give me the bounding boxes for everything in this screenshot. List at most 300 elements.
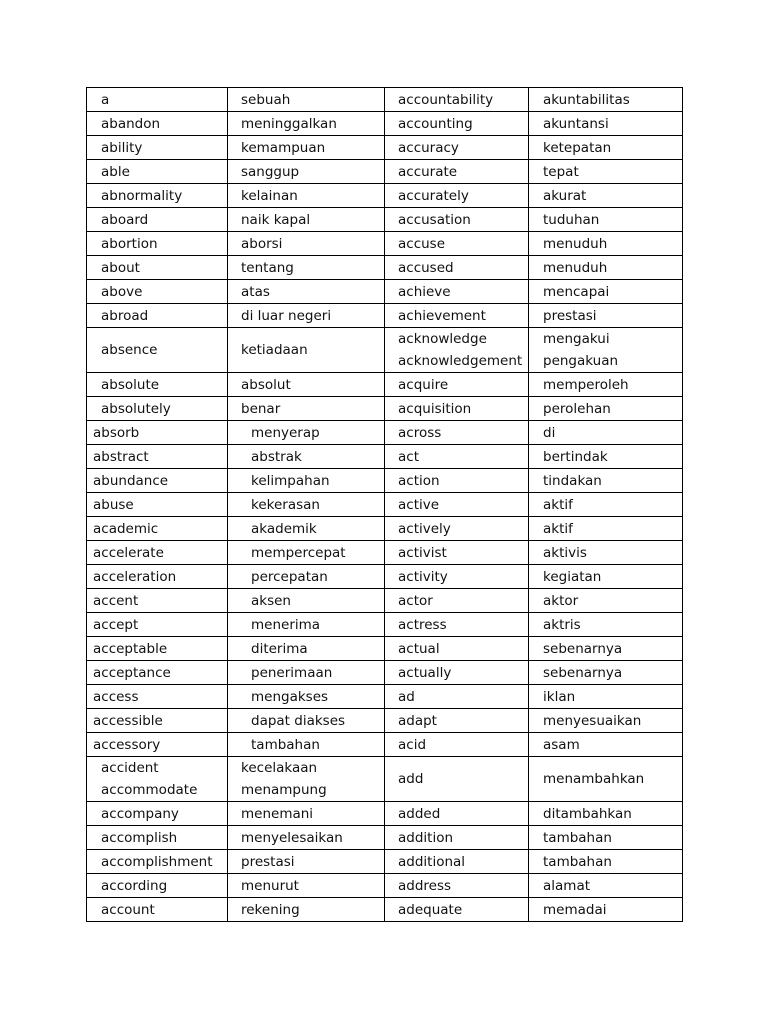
cell-text: mengakses [251, 688, 329, 705]
cell-text: abnormality [101, 187, 183, 204]
indonesian-word-cell [228, 304, 385, 328]
indonesian-word-cell [228, 88, 385, 112]
table-row [87, 898, 683, 922]
table-row [87, 733, 683, 757]
cell-text: across [398, 424, 442, 441]
indonesian-word-cell [529, 280, 683, 304]
table-row [87, 208, 683, 232]
table-row [87, 541, 683, 565]
indonesian-word-cell [529, 517, 683, 541]
english-word-cell [87, 328, 228, 373]
cell-text: able [101, 163, 130, 180]
english-word-cell [87, 208, 228, 232]
cell-text: benar [241, 400, 281, 417]
cell-text: actor [398, 592, 433, 609]
english-word-cell [385, 541, 529, 565]
cell-text: penerimaan [251, 664, 333, 681]
cell-text: menambahkan [543, 771, 645, 787]
cell-text: act [398, 448, 419, 465]
indonesian-word-cell [228, 613, 385, 637]
english-word-cell [87, 304, 228, 328]
english-word-cell [87, 541, 228, 565]
english-word-cell [87, 826, 228, 850]
indonesian-word-cell [529, 328, 683, 373]
cell-text: accuracy [398, 139, 459, 156]
cell-text: additional [398, 853, 466, 870]
table-row [87, 709, 683, 733]
indonesian-word-cell [529, 493, 683, 517]
table-row [87, 136, 683, 160]
cell-text: abstrak [251, 448, 302, 465]
cell-text: aborsi [241, 235, 283, 252]
cell-text: accelerate [93, 544, 164, 561]
indonesian-word-cell [228, 661, 385, 685]
cell-text: menyerap [251, 424, 320, 441]
indonesian-word-cell [529, 637, 683, 661]
english-word-cell [87, 373, 228, 397]
cell-text: asam [543, 736, 580, 753]
english-word-cell [385, 304, 529, 328]
english-word-cell [87, 613, 228, 637]
cell-text: accessible [93, 712, 163, 729]
cell-text: aboard [101, 211, 149, 228]
english-word-cell [385, 874, 529, 898]
english-word-cell [87, 445, 228, 469]
cell-text: ditambahkan [543, 805, 632, 822]
cell-text: sebuah [241, 91, 291, 108]
cell-text: absorb [93, 424, 140, 441]
english-word-cell [87, 184, 228, 208]
english-word-cell [385, 565, 529, 589]
english-word-cell [87, 232, 228, 256]
cell-text: menyesuaikan [543, 712, 642, 729]
cell-text: about [101, 259, 140, 276]
table-row [87, 850, 683, 874]
cell-text: absolut [241, 376, 291, 393]
cell-text: acceptance [93, 664, 171, 681]
cell-text: mempercepat [251, 544, 346, 561]
indonesian-word-cell [529, 421, 683, 445]
table-row [87, 613, 683, 637]
cell-text: pengakuan [543, 353, 619, 369]
table-row [87, 160, 683, 184]
cell-text: above [101, 283, 143, 300]
cell-text: adapt [398, 712, 437, 729]
cell-text: prestasi [241, 853, 295, 870]
table-row [87, 112, 683, 136]
cell-text: menemani [241, 805, 314, 822]
english-word-cell [385, 88, 529, 112]
english-word-cell [385, 613, 529, 637]
cell-text: tambahan [543, 853, 612, 870]
english-word-cell [385, 208, 529, 232]
english-word-cell [385, 136, 529, 160]
table-row [87, 469, 683, 493]
table-row [87, 589, 683, 613]
cell-text: aksen [251, 592, 291, 609]
english-word-cell [385, 280, 529, 304]
indonesian-word-cell [529, 685, 683, 709]
cell-text: tindakan [543, 472, 602, 489]
indonesian-word-cell [529, 232, 683, 256]
table-row [87, 445, 683, 469]
cell-text: accent [93, 592, 139, 609]
cell-text: accident [101, 760, 159, 776]
cell-text: ad [398, 688, 415, 705]
cell-text: abuse [93, 496, 134, 513]
cell-text: actress [398, 616, 447, 633]
english-word-cell [385, 757, 529, 802]
english-word-cell [87, 280, 228, 304]
cell-text: accurate [398, 163, 458, 180]
cell-text: percepatan [251, 568, 328, 585]
table-row [87, 874, 683, 898]
cell-text: kegiatan [543, 568, 602, 585]
cell-text: a [101, 91, 110, 108]
english-word-cell [87, 709, 228, 733]
cell-text: diterima [251, 640, 308, 657]
indonesian-word-cell [529, 613, 683, 637]
cell-text: accommodate [101, 782, 198, 798]
cell-text: tambahan [251, 736, 320, 753]
english-word-cell [385, 826, 529, 850]
indonesian-word-cell [228, 421, 385, 445]
indonesian-word-cell [228, 208, 385, 232]
cell-text: achievement [398, 307, 486, 324]
english-word-cell [385, 232, 529, 256]
english-word-cell [87, 397, 228, 421]
indonesian-word-cell [529, 898, 683, 922]
indonesian-word-cell [228, 469, 385, 493]
cell-text: acquisition [398, 400, 472, 417]
indonesian-word-cell [529, 373, 683, 397]
cell-text: iklan [543, 688, 576, 705]
english-word-cell [385, 469, 529, 493]
cell-text: ketiadaan [241, 342, 308, 358]
cell-text: acid [398, 736, 427, 753]
table-row [87, 88, 683, 112]
indonesian-word-cell [529, 709, 683, 733]
table-row [87, 373, 683, 397]
english-word-cell [87, 685, 228, 709]
english-word-cell [87, 517, 228, 541]
english-word-cell [385, 517, 529, 541]
indonesian-word-cell [228, 589, 385, 613]
indonesian-word-cell [228, 445, 385, 469]
indonesian-word-cell [529, 850, 683, 874]
cell-text: absolute [101, 376, 160, 393]
cell-text: accessory [93, 736, 161, 753]
english-word-cell [385, 709, 529, 733]
english-word-cell [385, 445, 529, 469]
english-word-cell [385, 112, 529, 136]
cell-text: absolutely [101, 400, 171, 417]
cell-text: actually [398, 664, 452, 681]
table-row [87, 280, 683, 304]
cell-text: perolehan [543, 400, 611, 417]
indonesian-word-cell [228, 373, 385, 397]
cell-text: acceptable [93, 640, 168, 657]
english-word-cell [385, 160, 529, 184]
cell-text: academic [93, 520, 159, 537]
english-word-cell [87, 136, 228, 160]
indonesian-word-cell [228, 280, 385, 304]
indonesian-word-cell [529, 88, 683, 112]
indonesian-word-cell [529, 469, 683, 493]
indonesian-word-cell [228, 850, 385, 874]
cell-text: alamat [543, 877, 591, 894]
indonesian-word-cell [529, 826, 683, 850]
cell-text: mencapai [543, 283, 610, 300]
cell-text: acceleration [93, 568, 177, 585]
cell-text: addition [398, 829, 454, 846]
cell-text: aktif [543, 520, 573, 537]
cell-text: atas [241, 283, 270, 300]
indonesian-word-cell [529, 256, 683, 280]
table-row [87, 328, 683, 373]
english-word-cell [87, 565, 228, 589]
cell-text: accused [398, 259, 454, 276]
indonesian-word-cell [529, 208, 683, 232]
english-word-cell [385, 184, 529, 208]
cell-text: adequate [398, 901, 463, 918]
english-word-cell [87, 661, 228, 685]
cell-text: abandon [101, 115, 161, 132]
english-word-cell [385, 850, 529, 874]
cell-text: accomplishment [101, 853, 213, 870]
indonesian-word-cell [228, 709, 385, 733]
cell-text: accept [93, 616, 139, 633]
indonesian-word-cell [529, 304, 683, 328]
english-word-cell [87, 850, 228, 874]
english-word-cell [385, 328, 529, 373]
indonesian-word-cell [228, 802, 385, 826]
cell-text: accountability [398, 91, 494, 108]
indonesian-word-cell [228, 757, 385, 802]
english-word-cell [385, 256, 529, 280]
indonesian-word-cell [529, 589, 683, 613]
indonesian-word-cell [529, 397, 683, 421]
cell-text: accomplish [101, 829, 178, 846]
cell-text: menurut [241, 877, 299, 894]
cell-text: memadai [543, 901, 607, 918]
cell-text: abortion [101, 235, 158, 252]
indonesian-word-cell [529, 112, 683, 136]
cell-text: aktif [543, 496, 573, 513]
cell-text: acquire [398, 376, 449, 393]
table-row [87, 826, 683, 850]
cell-text: sebenarnya [543, 664, 623, 681]
indonesian-word-cell [228, 874, 385, 898]
cell-text: add [398, 771, 424, 787]
table-row [87, 661, 683, 685]
english-word-cell [87, 256, 228, 280]
cell-text: absence [101, 342, 158, 358]
cell-text: tepat [543, 163, 579, 180]
vocabulary-table [86, 87, 683, 922]
cell-text: akuntansi [543, 115, 609, 132]
english-word-cell [87, 802, 228, 826]
english-word-cell [87, 421, 228, 445]
english-word-cell [385, 661, 529, 685]
indonesian-word-cell [529, 757, 683, 802]
cell-text: active [398, 496, 440, 513]
indonesian-word-cell [228, 112, 385, 136]
cell-text: di luar negeri [241, 307, 332, 324]
cell-text: abstract [93, 448, 149, 465]
cell-text: abroad [101, 307, 149, 324]
cell-text: added [398, 805, 441, 822]
cell-text: accurately [398, 187, 469, 204]
english-word-cell [385, 802, 529, 826]
cell-text: naik kapal [241, 211, 311, 228]
cell-text: account [101, 901, 155, 918]
cell-text: accuse [398, 235, 446, 252]
table-row [87, 802, 683, 826]
table-row [87, 493, 683, 517]
cell-text: akademik [251, 520, 317, 537]
cell-text: tentang [241, 259, 294, 276]
indonesian-word-cell [228, 826, 385, 850]
table-row [87, 685, 683, 709]
indonesian-word-cell [228, 898, 385, 922]
indonesian-word-cell [228, 517, 385, 541]
table-row [87, 184, 683, 208]
cell-text: kemampuan [241, 139, 326, 156]
english-word-cell [87, 898, 228, 922]
english-word-cell [385, 637, 529, 661]
indonesian-word-cell [529, 874, 683, 898]
english-word-cell [385, 397, 529, 421]
cell-text: dapat diakses [251, 712, 346, 729]
english-word-cell [385, 493, 529, 517]
table-row [87, 565, 683, 589]
english-word-cell [385, 373, 529, 397]
english-word-cell [385, 685, 529, 709]
english-word-cell [87, 469, 228, 493]
indonesian-word-cell [529, 661, 683, 685]
table-row [87, 637, 683, 661]
english-word-cell [87, 112, 228, 136]
cell-text: menuduh [543, 235, 608, 252]
english-word-cell [385, 421, 529, 445]
indonesian-word-cell [228, 184, 385, 208]
cell-text: menampung [241, 782, 327, 798]
cell-text: kecelakaan [241, 760, 318, 776]
table-row [87, 397, 683, 421]
indonesian-word-cell [228, 256, 385, 280]
table-row [87, 421, 683, 445]
cell-text: accompany [101, 805, 179, 822]
cell-text: activist [398, 544, 447, 561]
indonesian-word-cell [228, 160, 385, 184]
cell-text: menerima [251, 616, 321, 633]
cell-text: sanggup [241, 163, 300, 180]
indonesian-word-cell [228, 637, 385, 661]
english-word-cell [87, 493, 228, 517]
table-row [87, 256, 683, 280]
table-row [87, 304, 683, 328]
english-word-cell [87, 88, 228, 112]
cell-text: accusation [398, 211, 471, 228]
cell-text: prestasi [543, 307, 597, 324]
cell-text: mengakui [543, 331, 610, 347]
cell-text: ketepatan [543, 139, 612, 156]
cell-text: menuduh [543, 259, 608, 276]
indonesian-word-cell [228, 685, 385, 709]
cell-text: kelimpahan [251, 472, 330, 489]
cell-text: accounting [398, 115, 473, 132]
indonesian-word-cell [228, 565, 385, 589]
indonesian-word-cell [529, 160, 683, 184]
vocabulary-table-body [87, 88, 683, 922]
indonesian-word-cell [228, 232, 385, 256]
indonesian-word-cell [228, 397, 385, 421]
indonesian-word-cell [228, 136, 385, 160]
cell-text: action [398, 472, 440, 489]
indonesian-word-cell [529, 733, 683, 757]
cell-text: aktor [543, 592, 579, 609]
cell-text: di [543, 424, 556, 441]
cell-text: tuduhan [543, 211, 600, 228]
cell-text: akuntabilitas [543, 91, 630, 108]
cell-text: acknowledgement [398, 353, 523, 369]
cell-text: aktivis [543, 544, 587, 561]
cell-text: achieve [398, 283, 451, 300]
indonesian-word-cell [529, 136, 683, 160]
cell-text: access [93, 688, 139, 705]
cell-text: abundance [93, 472, 169, 489]
english-word-cell [87, 637, 228, 661]
english-word-cell [385, 589, 529, 613]
cell-text: aktris [543, 616, 581, 633]
cell-text: kekerasan [251, 496, 320, 513]
indonesian-word-cell [228, 733, 385, 757]
cell-text: activity [398, 568, 448, 585]
cell-text: tambahan [543, 829, 612, 846]
cell-text: sebenarnya [543, 640, 623, 657]
english-word-cell [87, 160, 228, 184]
cell-text: actively [398, 520, 451, 537]
table-row [87, 517, 683, 541]
cell-text: according [101, 877, 168, 894]
indonesian-word-cell [228, 328, 385, 373]
indonesian-word-cell [529, 541, 683, 565]
cell-text: bertindak [543, 448, 608, 465]
cell-text: acknowledge [398, 331, 487, 347]
cell-text: memperoleh [543, 376, 629, 393]
english-word-cell [87, 733, 228, 757]
table-row [87, 232, 683, 256]
cell-text: meninggalkan [241, 115, 337, 132]
english-word-cell [87, 874, 228, 898]
cell-text: kelainan [241, 187, 298, 204]
cell-text: menyelesaikan [241, 829, 343, 846]
cell-text: address [398, 877, 452, 894]
indonesian-word-cell [529, 802, 683, 826]
english-word-cell [385, 733, 529, 757]
indonesian-word-cell [529, 184, 683, 208]
indonesian-word-cell [228, 541, 385, 565]
cell-text: actual [398, 640, 440, 657]
cell-text: ability [101, 139, 143, 156]
english-word-cell [87, 757, 228, 802]
cell-text: akurat [543, 187, 587, 204]
indonesian-word-cell [529, 565, 683, 589]
english-word-cell [87, 589, 228, 613]
cell-text: rekening [241, 901, 300, 918]
indonesian-word-cell [228, 493, 385, 517]
